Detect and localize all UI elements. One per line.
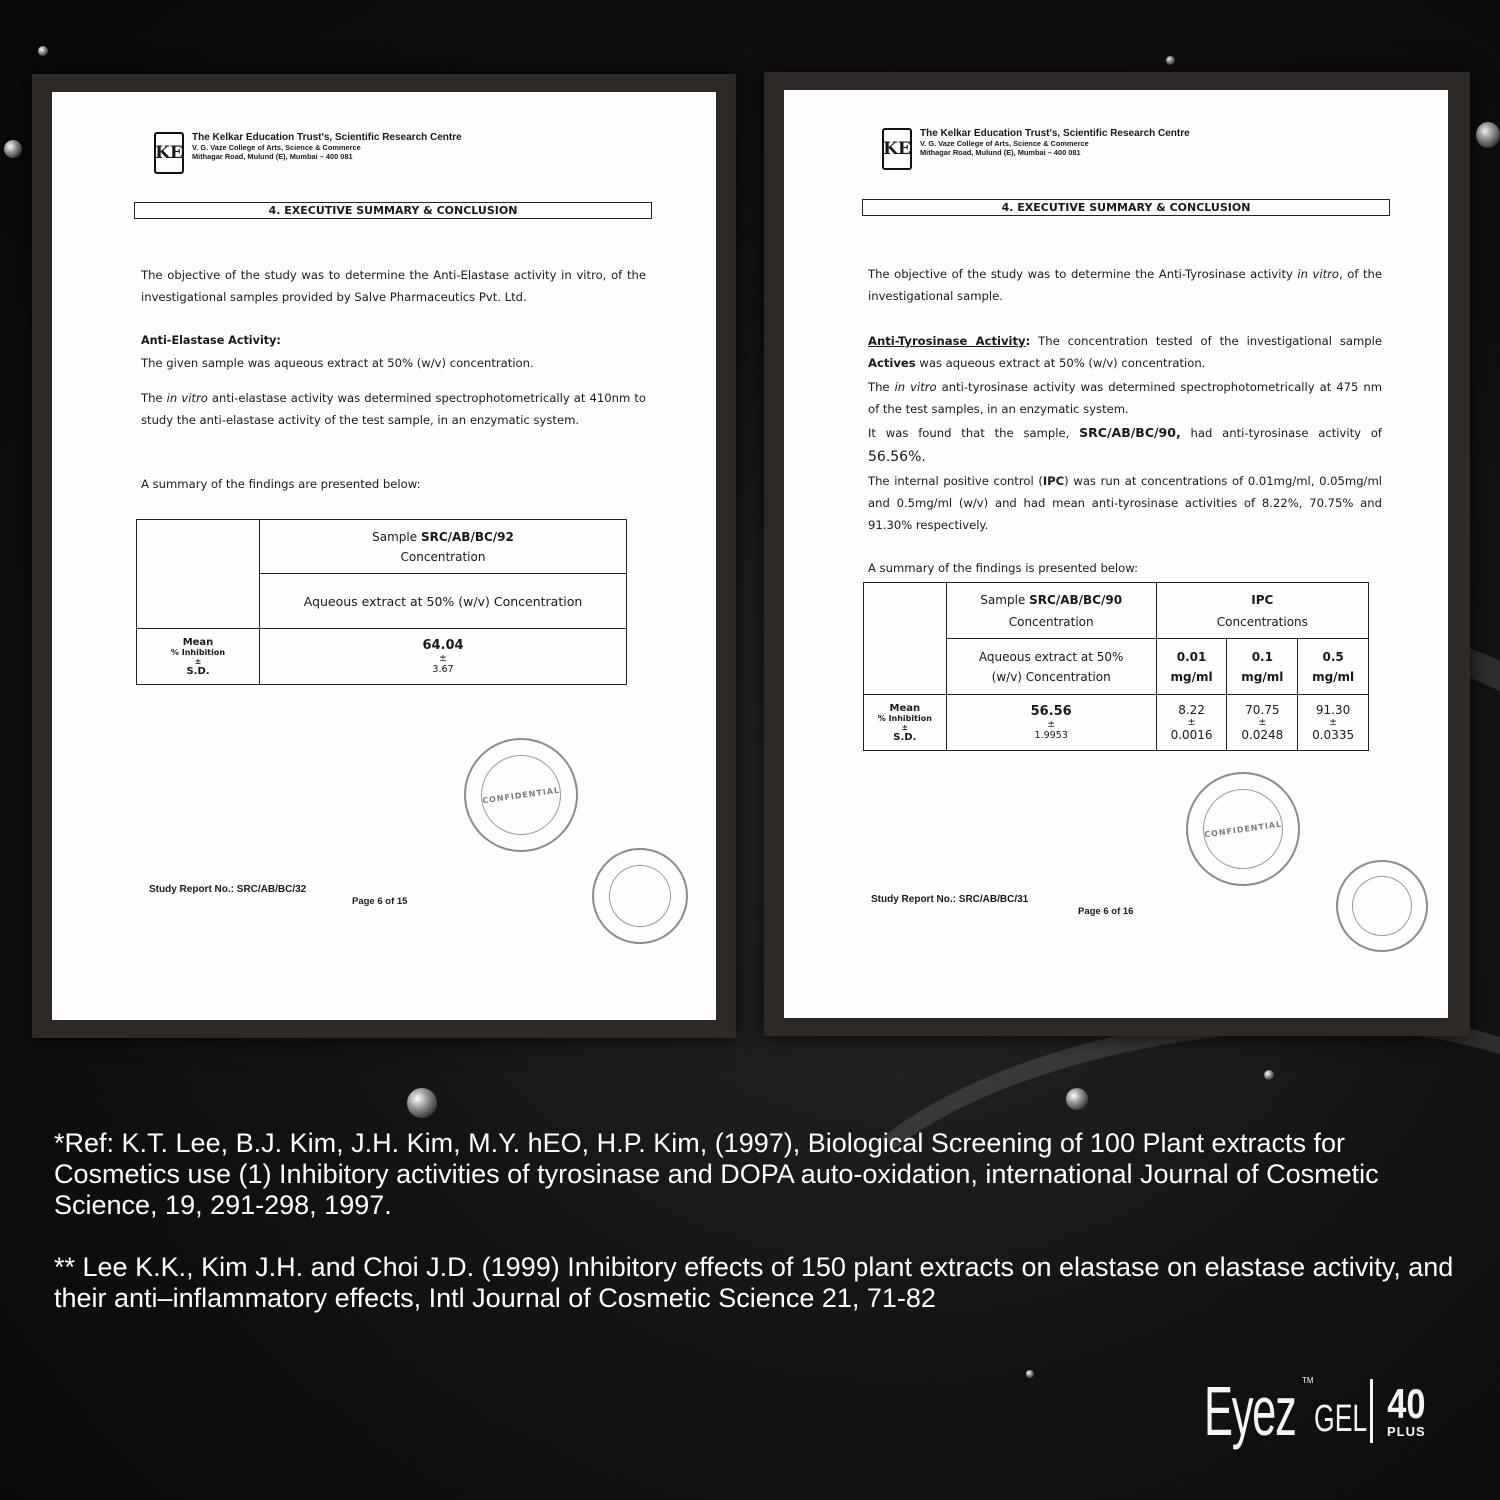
- objective-text: , of the investigational sample.: [868, 267, 1382, 303]
- institution-logo-icon: KE: [882, 128, 912, 170]
- letterhead-title: The Kelkar Education Trust's, Scientific Research Centre: [920, 128, 1190, 139]
- ipc-mean: 8.22: [1178, 703, 1205, 717]
- objective-paragraph: [868, 263, 1382, 307]
- research-centre-seal: [578, 834, 701, 957]
- row-label: ±: [901, 722, 909, 732]
- brand-gel: GEL: [1314, 1397, 1368, 1440]
- row-label-cell: [864, 695, 947, 751]
- stamp-ring: [1203, 789, 1283, 869]
- finding-value: 56.56%.: [868, 449, 926, 465]
- ipc-sd: 0.0335: [1312, 728, 1355, 742]
- result-cell: [260, 629, 627, 685]
- activity-title: Anti-Elastase Activity:: [141, 334, 281, 347]
- row-label: S.D.: [186, 665, 210, 677]
- ipc-text: The internal positive control (: [868, 474, 1043, 488]
- plus-minus: ±: [1258, 717, 1267, 728]
- results-table: [863, 582, 1369, 751]
- reference-1: *Ref: K.T. Lee, B.J. Kim, J.H. Kim, M.Y. hEO, H.P. Kim, (1997), Biological Screening of 100 Plant extracts for Cosmetics use (1) Inhibitory activities of tyrosinase and DOPA auto-oxidation, international Journal of Cosmetic Science, 19, 291-298, 1997.: [54, 1128, 1379, 1220]
- ipc-header-cell: [1156, 583, 1368, 639]
- section-heading: 4. EXECUTIVE SUMMARY & CONCLUSION: [134, 202, 652, 219]
- row-label: % Inhibition: [877, 713, 932, 723]
- letterhead-address: Mithagar Road, Mulund (E), Mumbai – 400 081: [192, 152, 353, 161]
- finding-sample: SRC/AB/BC/90,: [1079, 425, 1181, 440]
- water-droplet: [1026, 1370, 1034, 1378]
- method-text: The: [141, 391, 163, 405]
- activity-colon: :: [1025, 334, 1031, 348]
- ipc-result-cell: [1227, 695, 1298, 751]
- brand-divider: [1370, 1379, 1373, 1443]
- method-italic: in vitro: [894, 380, 937, 394]
- method-italic: in vitro: [166, 391, 208, 405]
- ipc-text: ) was run at concentrations of 0.01mg/ml, 0.05mg/ml and 0.5mg/ml (w/v) and had mean anti-tyrosinase activities of 8.22%, 70.75% and 91.30% respectively.: [868, 474, 1382, 532]
- brand-eyez: Eyez: [1204, 1372, 1296, 1450]
- ipc-conc-value: 0.5: [1322, 649, 1344, 664]
- concentration-value: Aqueous extract at 50%: [978, 649, 1124, 664]
- water-droplet: [1166, 56, 1175, 65]
- activity-bold: Actives: [868, 356, 916, 370]
- concentration-label: Concentration: [1008, 614, 1094, 629]
- page-number: Page 6 of 16: [1078, 906, 1134, 917]
- method-text: anti-elastase activity was determined spectrophotometrically at 410nm to study the anti-elastase activity of the test sample, in an enzymatic system.: [141, 391, 647, 427]
- method-text: The: [868, 380, 890, 394]
- letterhead-college: V. G. Vaze College of Arts, Science & Commerce: [920, 139, 1089, 148]
- water-droplet: [1476, 122, 1500, 148]
- letterhead: [154, 132, 462, 174]
- brand-logo: [1204, 1362, 1430, 1460]
- activity-text: The concentration tested of the investigational sample: [1038, 334, 1383, 348]
- objective-paragraph: The objective of the study was to determine the Anti-Elastase activity in vitro, of the investigational samples provided by Salve Pharmaceutics Pvt. Ltd.: [141, 268, 646, 304]
- ipc-concentration-cell: [1298, 639, 1369, 695]
- row-label: ±: [194, 656, 202, 666]
- plus-minus: ±: [1329, 717, 1338, 728]
- sample-header-cell: [260, 520, 627, 574]
- page-number: Page 6 of 15: [352, 896, 408, 907]
- standard-deviation: 3.67: [432, 664, 454, 675]
- ipc-conc-value: 0.01: [1176, 649, 1207, 664]
- row-label: S.D.: [893, 731, 917, 743]
- stamp-ring: [481, 755, 561, 835]
- ipc-conc-unit: mg/ml: [1170, 669, 1213, 684]
- finding-text: It was found that the sample,: [868, 426, 1070, 440]
- concentration-value-cell: [946, 639, 1156, 695]
- ipc-conc-value: 0.1: [1251, 649, 1273, 664]
- left-document-frame: [32, 74, 736, 1038]
- plus-minus: ±: [1047, 719, 1056, 730]
- ipc-result-cell: [1298, 695, 1369, 751]
- references-block: [54, 1128, 1464, 1345]
- water-droplet: [1066, 1088, 1088, 1110]
- finding-text: had anti-tyrosinase activity of: [1190, 426, 1383, 440]
- study-report-number: Study Report No.: SRC/AB/BC/32: [149, 884, 307, 895]
- letterhead-title: The Kelkar Education Trust's, Scientific Research Centre: [192, 132, 462, 143]
- brand-age-badge: [1383, 1379, 1430, 1439]
- sample-id: SRC/AB/BC/92: [420, 529, 514, 544]
- brand-trademark: TM: [1302, 1376, 1314, 1385]
- sample-header-cell: [946, 583, 1156, 639]
- row-label: % Inhibition: [170, 647, 226, 657]
- brand-plus-label: PLUS: [1387, 1423, 1426, 1439]
- summary-intro: A summary of the findings are presented below:: [141, 477, 421, 491]
- research-centre-seal: [1323, 847, 1441, 965]
- plus-minus: ±: [1187, 717, 1196, 728]
- ipc-paragraph: [868, 470, 1382, 536]
- sample-prefix: Sample: [372, 529, 418, 544]
- confidential-stamp: [464, 738, 578, 852]
- seal-ring: [600, 856, 679, 935]
- ipc-sd: 0.0248: [1241, 728, 1284, 742]
- right-document-page: [784, 90, 1448, 1018]
- objective-italic: in vitro: [1297, 267, 1340, 281]
- ipc-concentration-cell: [1156, 639, 1227, 695]
- right-document-frame: [764, 72, 1470, 1036]
- mean-inhibition: 64.04: [422, 638, 464, 653]
- sample-description: The given sample was aqueous extract at 50% (w/v) concentration.: [141, 356, 534, 370]
- row-label: Mean: [889, 702, 921, 714]
- ipc-mean: 91.30: [1315, 703, 1351, 717]
- summary-intro: A summary of the findings is presented below:: [868, 561, 1139, 575]
- activity-title: Anti-Tyrosinase Activity: [868, 334, 1026, 348]
- ipc-label: IPC: [1251, 592, 1274, 607]
- water-droplet: [407, 1088, 437, 1118]
- water-droplet: [38, 46, 48, 56]
- objective-text: The objective of the study was to determine the Anti-Tyrosinase activity: [868, 267, 1293, 281]
- activity-paragraph: [868, 330, 1382, 374]
- mean-inhibition: 56.56: [1030, 704, 1072, 719]
- ipc-sd: 0.0016: [1170, 728, 1213, 742]
- left-document-page: [52, 92, 716, 1020]
- ipc-mean: 70.75: [1245, 703, 1280, 717]
- institution-logo-icon: KE: [154, 132, 184, 174]
- ipc-conc-unit: mg/ml: [1241, 669, 1284, 684]
- concentration-value: (w/v) Concentration: [991, 669, 1111, 684]
- table-corner-cell: [137, 520, 260, 629]
- finding-paragraph: [868, 421, 1382, 469]
- concentration-value: Aqueous extract at 50% (w/v) Concentration: [260, 574, 627, 629]
- reference-2: ** Lee K.K., Kim J.H. and Choi J.D. (1999) Inhibitory effects of 150 plant extracts on elastase on elastase activity, and their anti–inflammatory effects, Intl Journal of Cosmetic Science 21, 71-82: [54, 1252, 1454, 1313]
- sample-prefix: Sample: [980, 592, 1026, 607]
- letterhead: [882, 128, 1190, 170]
- method-paragraph: [868, 376, 1382, 420]
- method-paragraph: [141, 387, 646, 431]
- letterhead-college: V. G. Vaze College of Arts, Science & Commerce: [192, 143, 361, 152]
- water-droplet: [1264, 1070, 1274, 1080]
- ipc-abbr: IPC: [1042, 474, 1065, 488]
- ipc-conc-unit: mg/ml: [1312, 669, 1355, 684]
- letterhead-address: Mithagar Road, Mulund (E), Mumbai – 400 081: [920, 148, 1081, 157]
- section-heading: 4. EXECUTIVE SUMMARY & CONCLUSION: [862, 199, 1390, 216]
- method-text: anti-tyrosinase activity was determined spectrophotometrically at 475 nm of the test samples, in an enzymatic system.: [868, 380, 1383, 416]
- study-report-number: Study Report No.: SRC/AB/BC/31: [871, 894, 1029, 905]
- standard-deviation: 1.9953: [1034, 730, 1068, 741]
- ipc-result-cell: [1156, 695, 1227, 751]
- stamp-text: CONFIDENTIAL: [481, 785, 561, 805]
- results-table: [136, 519, 627, 685]
- row-label: Mean: [182, 636, 214, 648]
- seal-ring: [1344, 868, 1421, 945]
- stamp-text: CONFIDENTIAL: [1203, 819, 1283, 839]
- sample-id: SRC/AB/BC/90: [1029, 592, 1123, 607]
- water-droplet: [4, 140, 22, 158]
- confidential-stamp: [1186, 772, 1300, 886]
- brand-age-number: 40: [1387, 1379, 1426, 1427]
- plus-minus: ±: [439, 653, 447, 664]
- ipc-concentrations-label: Concentrations: [1216, 614, 1308, 629]
- concentration-label: Concentration: [400, 549, 486, 564]
- row-label-cell: [137, 629, 260, 685]
- table-corner-cell: [864, 583, 947, 695]
- activity-text: was aqueous extract at 50% (w/v) concentration.: [919, 356, 1206, 370]
- result-cell: [946, 695, 1156, 751]
- ipc-concentration-cell: [1227, 639, 1298, 695]
